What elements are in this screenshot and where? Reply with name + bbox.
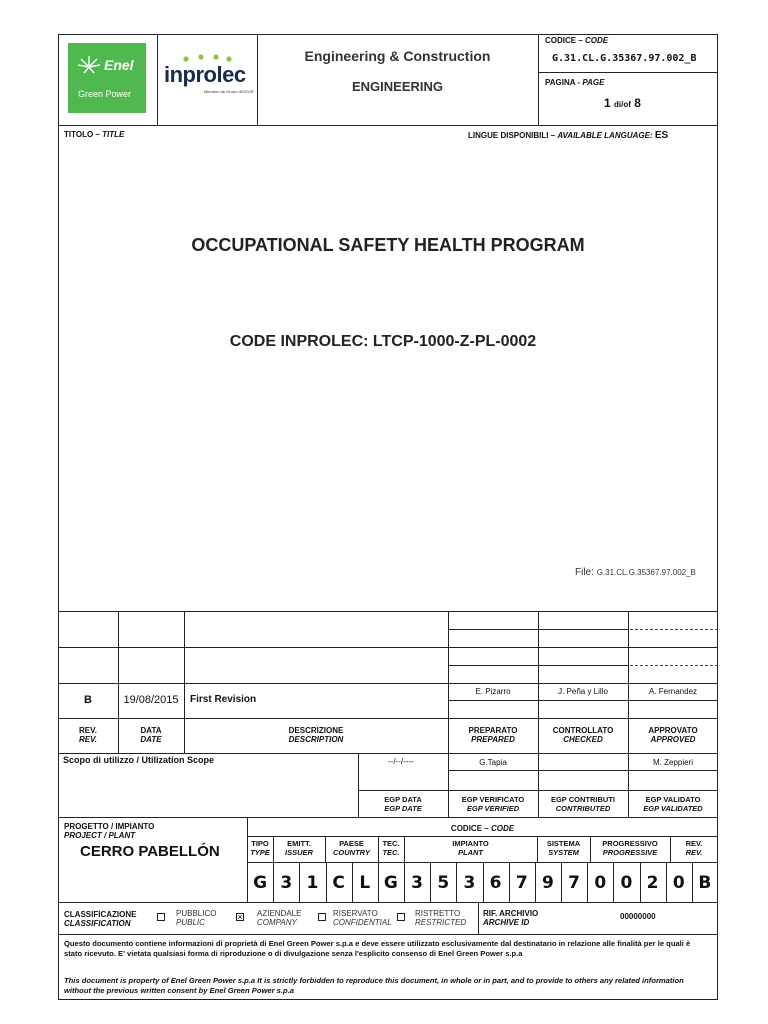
divider: [273, 836, 274, 862]
code-character: 6: [489, 872, 502, 893]
code-label: CODICE – CODE: [545, 36, 609, 45]
egp-verifier: G.Tapia: [479, 758, 507, 767]
divider: [58, 647, 718, 648]
egp-verified-header: EGP VERIFICATO EGP VERIFIED: [461, 795, 525, 813]
code-character: 1: [306, 872, 319, 893]
divider: [58, 611, 718, 612]
revision-code: B: [84, 694, 92, 706]
project-name: CERRO PABELLÓN: [80, 843, 220, 860]
divider: [448, 700, 718, 701]
code-character: 2: [646, 872, 659, 893]
divider: [358, 790, 718, 791]
header-rev: REV. REV.: [79, 726, 97, 744]
divider: [538, 72, 718, 73]
title-label: TITOLO – TITLE: [64, 130, 125, 139]
egp-validator: M. Zeppieri: [652, 758, 693, 767]
divider: [448, 629, 538, 630]
prepared-by: E. Pizarro: [475, 687, 511, 696]
divider: [538, 34, 539, 125]
col-country: PAESE COUNTRY: [333, 839, 370, 857]
divider: [561, 863, 562, 902]
divider: [448, 665, 538, 666]
divider: [378, 863, 379, 902]
divider: [692, 863, 693, 902]
inprolec-logo: [160, 50, 256, 100]
divider: [58, 902, 718, 903]
approved-by: A. Fernandez: [648, 687, 698, 696]
restricted-checkbox[interactable]: [397, 913, 405, 921]
code-character: B: [698, 872, 712, 893]
divider: [430, 863, 431, 902]
code-character: 9: [541, 872, 554, 893]
public-checkbox[interactable]: [157, 913, 165, 921]
confidentiality-notice-english: This document is property of Enel Green Power s.p.a It is strictly forbidden to reproduce this document, in whole or in part, and to provide to others any related information without the previous written consent by Enel Green Power s.p.a: [64, 976, 684, 995]
code-character: 3: [411, 872, 423, 893]
company-checkbox[interactable]: ×: [237, 912, 243, 922]
divider: [273, 863, 274, 902]
classification-label: CLASSIFICAZIONE CLASSIFICATION: [64, 910, 137, 928]
divider: [509, 863, 510, 902]
restricted-option-label: RISTRETTO RESTRICTED: [415, 909, 467, 927]
code-character: 0: [672, 872, 685, 893]
code-character: 7: [515, 872, 528, 893]
code-character: L: [359, 872, 371, 893]
divider: [325, 836, 326, 862]
divider: [640, 863, 641, 902]
divider: [404, 863, 405, 902]
divider: [587, 863, 588, 902]
col-type: TIPO TYPE: [250, 839, 270, 857]
col-tec: TEC. TEC.: [382, 839, 400, 857]
divider: [537, 836, 538, 862]
sun-icon: [76, 54, 102, 74]
header-description: DESCRIZIONE DESCRIPTION: [288, 726, 344, 744]
divider: [404, 836, 405, 862]
code-section-label: CODICE – CODE: [450, 824, 515, 833]
divider: [456, 863, 457, 902]
divider: [58, 753, 718, 754]
header-checked: CONTROLLATO CHECKED: [552, 726, 614, 744]
code-character: 3: [280, 872, 293, 893]
project-label: PROGETTO / IMPIANTO PROJECT / PLANT: [64, 822, 155, 840]
divider: [483, 863, 484, 902]
code-character: 3: [463, 872, 476, 893]
divider: [613, 863, 614, 902]
company-option-label: AZIENDALE COMPANY: [257, 909, 302, 927]
col-progressive: PROGRESSIVO PROGRESSIVE: [602, 839, 658, 857]
header-approved: APPROVATO APPROVED: [648, 726, 698, 744]
divider: [448, 770, 718, 771]
confidential-checkbox[interactable]: [318, 913, 326, 921]
enel-logo-subtext: Green Power: [78, 89, 132, 99]
egp-validated-header: EGP VALIDATO EGP VALIDATED: [643, 795, 703, 813]
language-label: LINGUE DISPONIBILI – AVAILABLE LANGUAGE: ES: [468, 130, 669, 141]
enel-green-power-logo: [68, 43, 146, 113]
inprolec-logo-subtext: Miembro de Grupo INCEUR: [204, 89, 254, 94]
divider: [58, 683, 718, 684]
scope-label: Scopo di utilizzo / Utilization Scope: [63, 755, 215, 765]
divider: [670, 836, 671, 862]
code-character: 7: [568, 872, 580, 893]
code-character: 0: [594, 872, 607, 893]
divider: [378, 836, 379, 862]
code-character: G: [253, 872, 268, 893]
divider: [535, 863, 536, 902]
divider: [58, 817, 718, 818]
divider: [58, 934, 718, 935]
col-system: SISTEMA SYSTEM: [546, 839, 581, 857]
document-title: OCCUPATIONAL SAFETY HEALTH PROGRAM: [191, 235, 585, 255]
divider: [58, 125, 718, 126]
divider: [352, 863, 353, 902]
divider: [630, 629, 718, 630]
code-character: 0: [620, 872, 633, 893]
checked-by: J. Peña y Lillo: [558, 687, 608, 696]
file-reference: File: G.31.CL.G.35367.97.002_B: [575, 567, 696, 578]
header-date: DATA DATE: [140, 726, 162, 744]
col-plant: IMPIANTO PLANT: [452, 839, 489, 857]
revision-date: 19/08/2015: [123, 694, 179, 706]
archive-id: 00000000: [620, 912, 656, 921]
inprolec-code: CODE INPROLEC: LTCP-1000-Z-PL-0002: [229, 333, 537, 350]
division-title: Engineering & Construction: [304, 48, 491, 64]
divider: [630, 665, 718, 666]
code-character: 5: [437, 872, 450, 893]
page-indicator: 1 di/of 8: [604, 96, 641, 110]
divider: [538, 629, 628, 630]
divider: [590, 836, 591, 862]
confidentiality-notice-italian: Questo documento contiene informazioni di proprietà di Enel Green Power s.p.a e deve essere utilizzato esclusivamente dal destinatario in relazione alle finalità per le quali è stato ricevuto. E' vietata qualsiasi forma di riproduzione o di divulgazione senza l'esplicito consenso di Enel Green Power s.p.a: [64, 939, 691, 958]
code-character: C: [332, 872, 345, 893]
divider: [538, 665, 628, 666]
divider: [58, 718, 718, 719]
code-character: G: [383, 872, 398, 893]
archive-label: RIF. ARCHIVIO ARCHIVE ID: [483, 909, 539, 927]
egp-contributed-header: EGP CONTRIBUTI CONTRIBUTED: [550, 795, 616, 813]
enel-logo-text: Enel: [104, 57, 134, 73]
divider: [326, 863, 327, 902]
header-prepared: PREPARATO PREPARED: [468, 726, 518, 744]
scope-date: --/--/----: [388, 757, 414, 766]
egp-date-header: EGP DATA EGP DATE: [384, 795, 422, 813]
divider: [157, 34, 158, 125]
divider: [299, 863, 300, 902]
col-issuer: EMITT. ISSUER: [285, 839, 313, 857]
page-label: PAGINA - PAGE: [545, 78, 605, 87]
public-option-label: PUBBLICO PUBLIC: [176, 909, 217, 927]
document-code: G.31.CL.G.35367.97.002_B: [552, 53, 697, 64]
department-title: ENGINEERING: [351, 79, 443, 94]
inprolec-logo-text: inprolec: [164, 62, 246, 87]
divider: [666, 863, 667, 902]
divider: [247, 836, 718, 837]
revision-description: First Revision: [190, 694, 257, 705]
col-rev: REV. REV.: [685, 839, 703, 857]
divider: [478, 902, 479, 934]
confidential-option-label: RISERVATO CONFIDENTIAL: [333, 909, 392, 927]
